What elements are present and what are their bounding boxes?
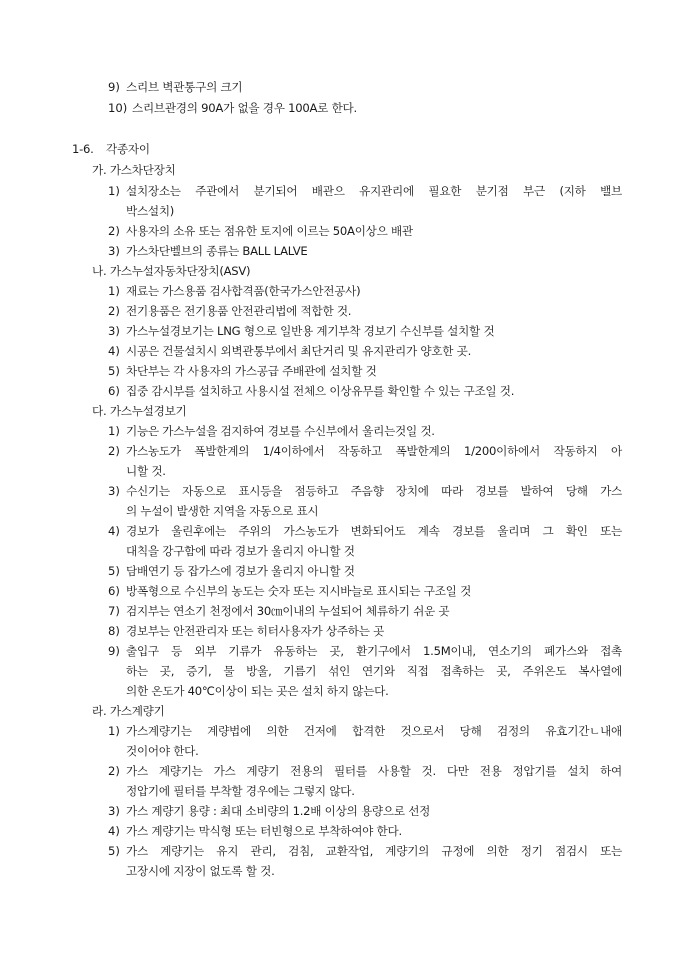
subsection-heading: 다. 가스누설경보기 bbox=[92, 404, 187, 418]
item-text: 사용자의 소유 또는 점유한 토지에 이르는 50A이상으 배관 bbox=[126, 224, 413, 238]
item-text: 경보부는 안전관리자 또는 히터사용자가 상주하는 곳 bbox=[126, 624, 385, 638]
item-number: 3) bbox=[108, 244, 120, 258]
item-text: 경보가 울린후에는 주위의 가스농도가 변화되어도 계속 경보를 울리며 그 확인 또는 bbox=[126, 524, 623, 538]
item-text-continued: 하는 곳, 증기, 물 방울, 기름기 섞인 연기와 직접 접촉하는 곳, 주위온도 복사열에 bbox=[126, 664, 622, 678]
item-text-continued: 대칙을 강구함에 따라 경보가 울리지 아니할 것 bbox=[126, 544, 355, 558]
item-number: 3) bbox=[108, 324, 120, 338]
item-text: 기능은 가스누설을 검지하여 경보를 수신부에서 울리는것일 것. bbox=[126, 424, 435, 438]
item-number: 5) bbox=[108, 564, 120, 578]
item-number: 6) bbox=[108, 384, 120, 398]
item-text-continued: 의 누설이 발생한 지역을 자동으로 표시 bbox=[126, 504, 319, 518]
item-text: 시공은 건물설치시 외벽관통부에서 최단거리 및 유지관리가 양호한 곳. bbox=[126, 344, 472, 358]
item-text: 가스 계량기는 막식형 또는 터빈형으로 부착하여야 한다. bbox=[126, 824, 402, 838]
item-text: 집중 감시부를 설치하고 사용시설 전체으 이상유무를 확인할 수 있는 구조일 것. bbox=[126, 384, 515, 398]
item-number: 8) bbox=[108, 624, 120, 638]
item-text: 전기용품은 전기용품 안전관리법에 적합한 것. bbox=[126, 304, 352, 318]
section-title: 각종자이 bbox=[106, 142, 150, 156]
subsection-heading: 가. 가스차단장치 bbox=[92, 163, 176, 177]
item-text: 가스계량기는 계량법에 의한 건저에 합격한 것으로서 당해 검정의 유효기간ㄴ내애 bbox=[126, 724, 622, 738]
item-number: 6) bbox=[108, 584, 120, 598]
item-number: 4) bbox=[108, 344, 120, 358]
item-text: 재료는 가스용품 검사합격품(한국가스안전공사) bbox=[126, 284, 361, 298]
item-text: 담배연기 등 잡가스에 경보가 울리지 아니할 것 bbox=[126, 564, 355, 578]
item-number: 5) bbox=[108, 364, 120, 378]
item-text: 설치장소는 주관에서 분기되어 배관으 유지관리에 필요한 분기점 부근 (지하 밸브 bbox=[126, 184, 622, 198]
item-text-continued: 정압기에 필터를 부착할 경우에는 그렇지 않다. bbox=[126, 784, 355, 798]
subsection-heading: 나. 가스누설자동차단장치(ASV) bbox=[92, 264, 251, 278]
item-number: 1) bbox=[108, 284, 120, 298]
item-number: 4) bbox=[108, 524, 120, 538]
subsection-heading: 라. 가스계량기 bbox=[92, 704, 165, 718]
item-text: 가스 계량기는 유지 관리, 검침, 교환작업, 계량기의 규정에 의한 정기 점검시 또는 bbox=[126, 844, 622, 858]
item-number: 1) bbox=[108, 424, 120, 438]
item-text: 수신기는 자동으로 표시등을 점등하고 주음향 장치에 따라 경보를 발하여 당해 가스 bbox=[126, 484, 623, 498]
item-text: 가스누설경보기는 LNG 형으로 일반용 계기부착 경보기 수신부를 설치할 것 bbox=[126, 324, 495, 338]
item-text: 스리브관경의 90A가 없을 경우 100A로 한다. bbox=[132, 101, 357, 115]
item-text-continued: 고장시에 지장이 없도록 할 것. bbox=[126, 864, 275, 878]
item-text: 가스 계량기는 가스 계량기 전용의 필터를 사용할 것. 다만 전용 정압기를 설치 하여 bbox=[126, 764, 622, 778]
item-number: 2) bbox=[108, 764, 120, 778]
item-text: 스리브 벽관통구의 크기 bbox=[126, 80, 243, 94]
item-text-continued: 박스설치) bbox=[126, 204, 175, 218]
item-number: 9) bbox=[108, 80, 120, 94]
item-number: 4) bbox=[108, 824, 120, 838]
item-text: 출입구 등 외부 기류가 유동하는 곳, 환기구에서 1.5M이내, 연소기의 폐가스와 접촉 bbox=[126, 644, 622, 658]
item-number: 2) bbox=[108, 224, 120, 238]
item-number: 10) bbox=[108, 101, 128, 115]
item-number: 3) bbox=[108, 804, 120, 818]
item-text-continued: 것이어야 한다. bbox=[126, 744, 199, 758]
item-number: 2) bbox=[108, 304, 120, 318]
item-number: 5) bbox=[108, 844, 120, 858]
item-number: 7) bbox=[108, 604, 120, 618]
item-text-continued: 의한 온도가 40℃이상이 되는 곳은 설치 하지 않는다. bbox=[126, 684, 389, 698]
item-text: 검지부는 연소기 천정에서 30㎝이내의 누설되어 체류하기 쉬운 곳 bbox=[126, 604, 450, 618]
item-text: 방폭형으로 수신부의 농도는 숫자 또는 지시바늘로 표시되는 구조일 것 bbox=[126, 584, 472, 598]
item-text: 차단부는 각 사용자의 가스공급 주배관에 설치할 것 bbox=[126, 364, 377, 378]
section-number: 1-6. bbox=[72, 142, 94, 156]
item-number: 2) bbox=[108, 444, 120, 458]
item-text: 가스차단벨브의 종류는 BALL LALVE bbox=[126, 244, 308, 258]
item-text-continued: 니할 것. bbox=[126, 464, 166, 478]
item-text: 가스농도가 폭발한계의 1/4이하에서 작동하고 폭발한계의 1/200이하에서 작동하지 아 bbox=[126, 444, 622, 458]
item-number: 9) bbox=[108, 644, 120, 658]
item-text: 가스 계량기 용량 : 최대 소비량의 1.2배 이상의 용량으로 선정 bbox=[126, 804, 431, 818]
item-number: 1) bbox=[108, 724, 120, 738]
item-number: 3) bbox=[108, 484, 120, 498]
item-number: 1) bbox=[108, 184, 120, 198]
